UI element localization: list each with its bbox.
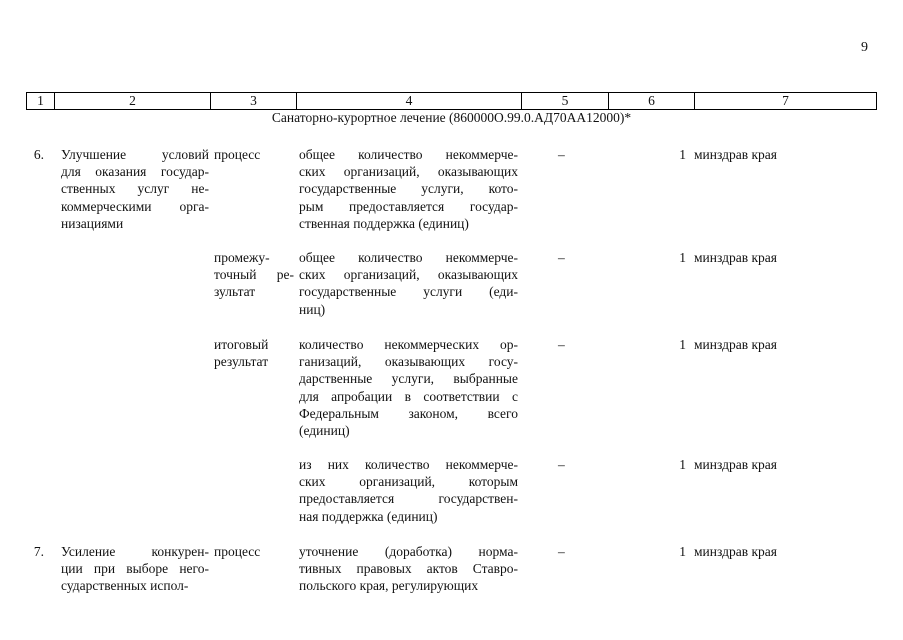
column-header-row	[27, 93, 877, 110]
responsible-executor: минздрав края	[694, 457, 777, 472]
responsible-executor: минздрав края	[694, 147, 777, 162]
col6-value: 1	[679, 544, 686, 559]
measure-name-line: сударственных испол-	[61, 578, 189, 594]
indicator-name-line: дарственные услуги, выбранные	[299, 371, 518, 387]
measure-name-line: Улучшение условий	[61, 147, 209, 162]
indicator-name-line: ских организаций, которым	[299, 474, 518, 490]
indicator-name-line: для апробации в соответствии с	[299, 388, 518, 404]
indicator-name-line: ганизаций, оказывающих госу-	[299, 354, 518, 370]
section-title: Санаторно-курортное лечение (860000О.99.0.АД70АА12000)*	[271, 110, 632, 125]
measure-name-line: для оказания государ-	[61, 164, 209, 180]
indicator-name-line: тивных правовых актов Ставро-	[299, 561, 518, 577]
indicator-name	[299, 336, 518, 439]
indicator-type	[214, 543, 294, 560]
indicator-name-line: из них количество некоммерче-	[299, 457, 518, 472]
indicator-name-line: польского края, регулирующих	[299, 578, 479, 594]
column-header-3: 3	[211, 93, 297, 110]
indicator-type	[214, 249, 294, 301]
col5-value: –	[558, 147, 565, 162]
indicator-name-line: предоставляется государствен-	[299, 491, 518, 507]
indicator-type-line: процесс	[214, 147, 261, 162]
indicator-type	[214, 336, 294, 370]
indicator-name-line: ских организаций, оказывающих	[299, 164, 518, 180]
indicator-name	[299, 249, 518, 318]
indicator-name-line: государственные услуги (еди-	[299, 284, 518, 300]
indicator-name-line: уточнение (доработка) норма-	[299, 544, 518, 559]
indicator-type-line: зультат	[214, 284, 256, 300]
column-header-7: 7	[695, 93, 877, 110]
responsible-executor: минздрав края	[694, 337, 777, 352]
indicator-name-line: количество некоммерческих ор-	[299, 337, 518, 352]
responsible-executor: минздрав края	[694, 250, 777, 265]
indicator-name-line: общее количество некоммерче-	[299, 147, 518, 162]
indicator-type-line: итоговый	[214, 337, 269, 352]
measure-name	[61, 146, 209, 232]
indicator-name	[299, 146, 518, 232]
indicator-name-line: ная поддержка (единиц)	[299, 508, 438, 524]
indicator-name-line: рым предоставляется государ-	[299, 198, 518, 214]
responsible-executor: минздрав края	[694, 544, 777, 559]
measure-name-line: ции при выборе него-	[61, 561, 209, 577]
indicator-name	[299, 456, 518, 525]
indicator-type-line: точный ре-	[214, 267, 294, 283]
col5-value: –	[558, 457, 565, 472]
row-number: 6.	[33, 147, 44, 162]
measure-name-line: низациями	[61, 215, 124, 231]
column-header-6: 6	[609, 93, 695, 110]
col6-value: 1	[679, 147, 686, 162]
indicator-name-line: ниц)	[299, 301, 326, 317]
indicator-name-line: государственные услуги, кото-	[299, 181, 518, 197]
indicator-name-line: ских организаций, оказывающих	[299, 267, 518, 283]
indicator-name-line: Федеральным законом, всего	[299, 405, 518, 421]
col6-value: 1	[679, 337, 686, 352]
column-header-4: 4	[297, 93, 522, 110]
column-header-2: 2	[55, 93, 211, 110]
col6-value: 1	[679, 250, 686, 265]
indicator-type-line: результат	[214, 354, 269, 370]
col5-value: –	[558, 544, 565, 559]
col5-value: –	[558, 337, 565, 352]
indicator-name	[299, 543, 518, 595]
measure-name-line: коммерческими орга-	[61, 198, 209, 214]
indicator-name-line: (единиц)	[299, 423, 350, 439]
indicator-type-line: процесс	[214, 544, 261, 559]
col5-value: –	[558, 250, 565, 265]
page-number: 9	[861, 40, 868, 55]
indicator-type	[214, 146, 294, 163]
measure-name-line: Усиление конкурен-	[61, 544, 209, 559]
indicator-name-line: ственная поддержка (единиц)	[299, 215, 469, 231]
indicator-name-line: общее количество некоммерче-	[299, 250, 518, 265]
col6-value: 1	[679, 457, 686, 472]
indicator-type-line: промежу-	[214, 250, 270, 265]
column-header-1: 1	[27, 93, 55, 110]
row-number: 7.	[33, 544, 44, 559]
measure-name	[61, 543, 209, 595]
column-header-table	[26, 92, 877, 110]
measure-name-line: ственных услуг не-	[61, 181, 209, 197]
column-header-5: 5	[522, 93, 609, 110]
